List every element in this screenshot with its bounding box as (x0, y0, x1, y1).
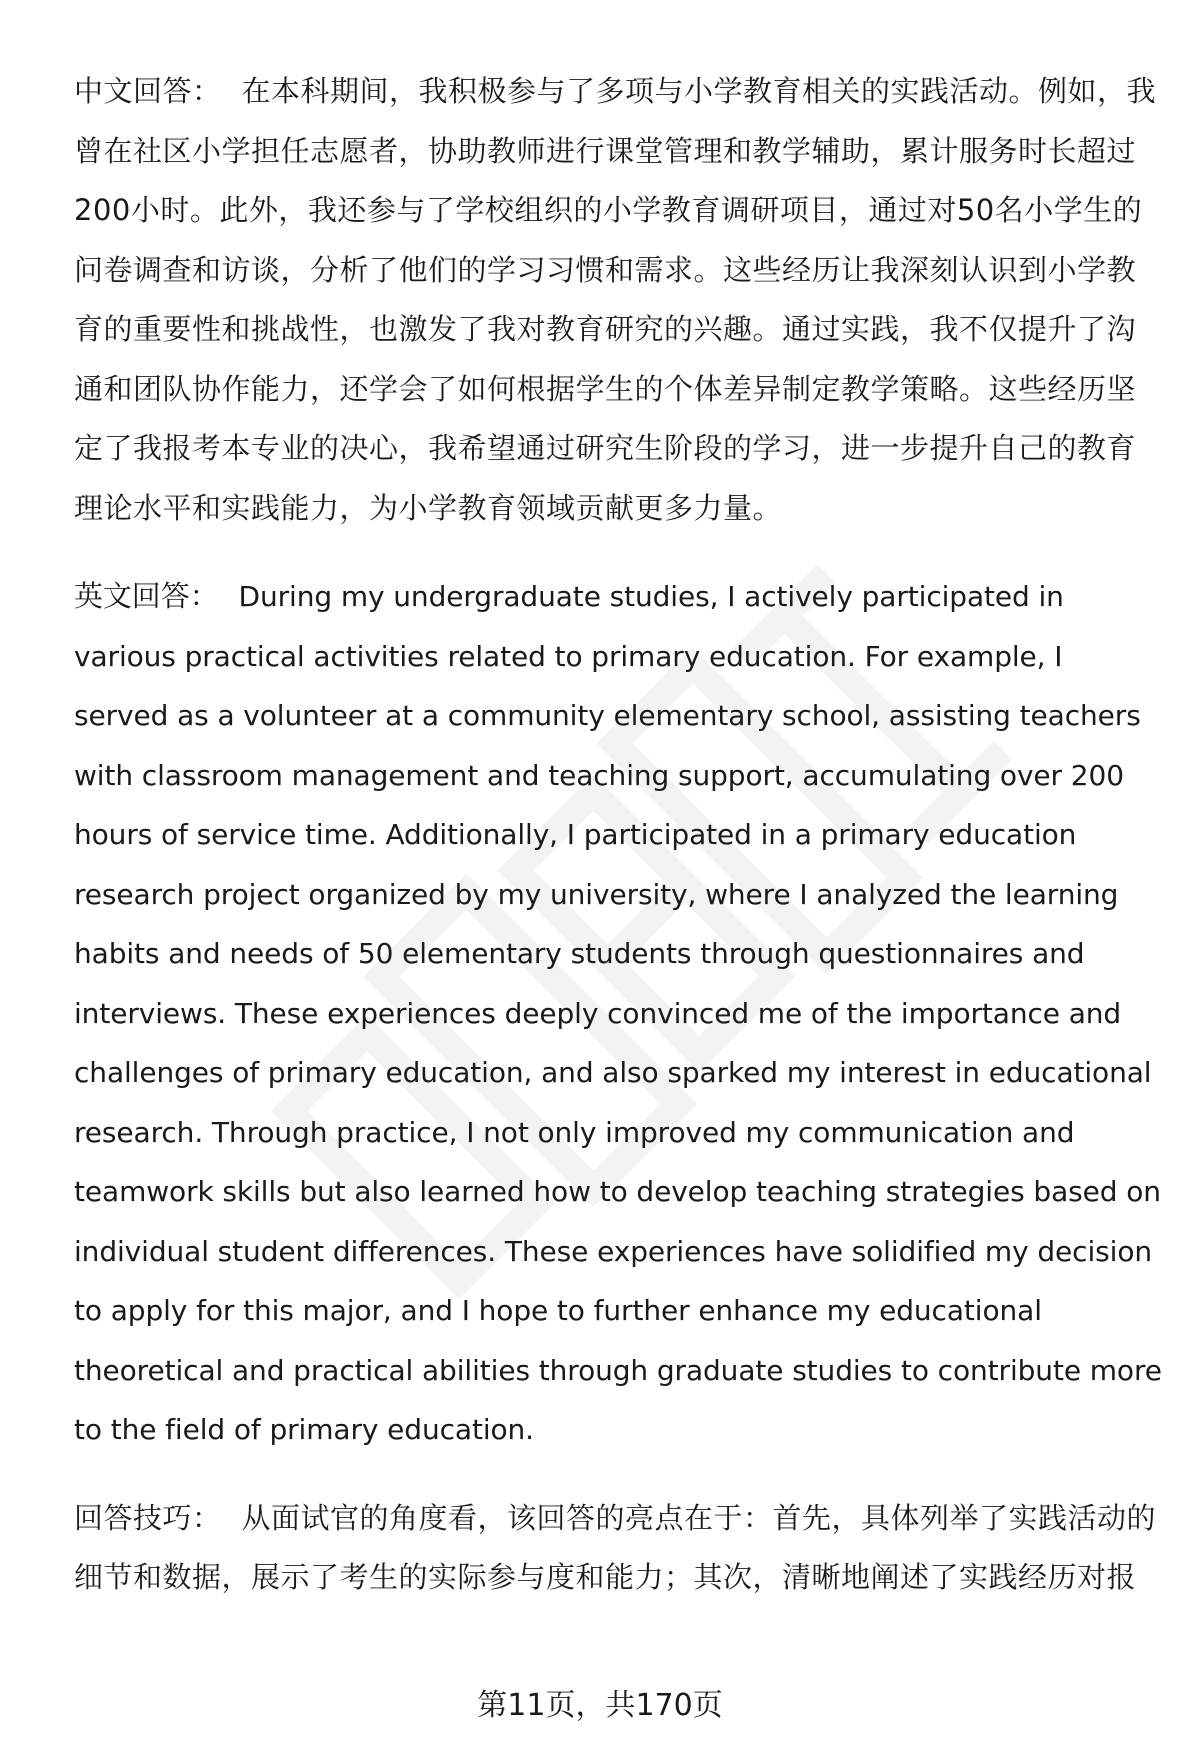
answer-tips-label: 回答技巧： (74, 1500, 222, 1535)
english-answer-section (74, 567, 1164, 1460)
answer-tips-text: 从面试官的角度看，该回答的亮点在于：首先，具体列举了实践活动的细节和数据，展示了考生的实际参与度和能力；其次，清晰地阐述了实践经历对报 (74, 1500, 1157, 1594)
page-indicator: 第11页，共170页 (477, 1688, 723, 1723)
chinese-answer-label: 中文回答： (74, 74, 222, 108)
chinese-answer-text: 在本科期间，我积极参与了多项与小学教育相关的实践活动。例如，我曾在社区小学担任志愿者，协助教师进行课堂管理和教学辅助，累计服务时长超过200小时。此外，我还参与了学校组织的小学教育调研项目，通过对50名小学生的问卷调查和访谈，分析了他们的学习习惯和需求。这些经历让我深刻认识到小学教育的重要性和挑战性，也激发了我对教育研究的兴趣。通过实践，我不仅提升了沟通和团队协作能力，还学会了如何根据学生的个体差异制定教学策略。这些经历坚定了我报考本专业的决心，我希望通过研究生阶段的学习，进一步提升自己的教育理论水平和实践能力，为小学教育领域贡献更多力量。 (74, 74, 1157, 525)
english-answer-label: 英文回答： (74, 579, 219, 613)
english-answer-text: During my undergraduate studies, I actively participated in various practical activities related to primary education. For example, I served as a volunteer at a community elementary school, assisting teachers with classroom management and teaching support, accumulating over 200 hours of service time. Additionally, I participated in a primary education research project organized by my university, where I analyzed the learning habits and needs of 50 elementary students through questionnaires and interviews. These experiences deeply convinced me of the importance and challenges of primary education, and also sparked my interest in educational research. Through practice, I not only improved my communication and teamwork skills but also learned how to develop teaching strategies based on individual student differences. These experiences have solidified my decision to apply for this major, and I hope to further enhance my educational theoretical and practical abilities through graduate studies to contribute more to the field of primary education. (74, 580, 1162, 1446)
chinese-answer-section (74, 62, 1164, 538)
answer-tips-section (74, 1489, 1164, 1608)
document-page (74, 62, 1164, 1608)
